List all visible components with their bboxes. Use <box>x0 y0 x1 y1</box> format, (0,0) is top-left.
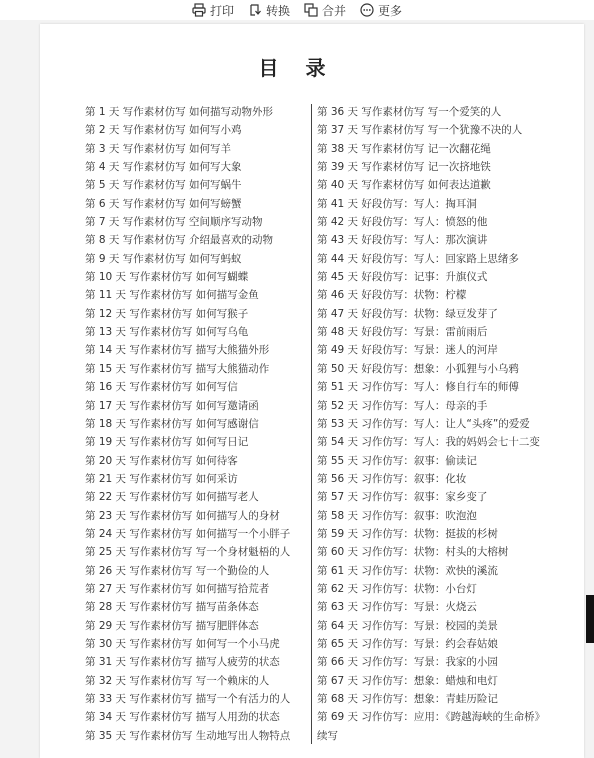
toc-entry[interactable]: 第 45 天 好段仿写：记事：升旗仪式 <box>317 271 488 284</box>
toc-entry[interactable]: 第 20 天 写作素材仿写 如何待客 <box>85 454 238 467</box>
toc-entry[interactable]: 第 49 天 好段仿写：写景：迷人的河岸 <box>317 344 498 357</box>
toc-entry[interactable]: 第 66 天 习作仿写：写景：我家的小园 <box>317 656 498 669</box>
column-divider <box>311 104 312 744</box>
toc-entry[interactable]: 第 31 天 写作素材仿写 描写人疲劳的状态 <box>85 656 280 669</box>
toc-entry[interactable]: 第 42 天 好段仿写：写人：愤怒的他 <box>317 216 488 229</box>
toc-entry[interactable]: 第 15 天 写作素材仿写 描写大熊猫动作 <box>85 362 270 375</box>
toc-entry[interactable]: 第 53 天 习作仿写：写人：让人“头疼”的爱爱 <box>317 417 530 430</box>
toc-entry[interactable]: 第 48 天 好段仿写：写景：雷前雨后 <box>317 326 488 339</box>
toc-entry[interactable]: 第 39 天 写作素材仿写 记一次挤地铁 <box>317 161 491 174</box>
toc-entry[interactable]: 第 5 天 写作素材仿写 如何写蜗牛 <box>85 179 242 192</box>
toc-entry[interactable]: 第 21 天 写作素材仿写 如何采访 <box>85 472 238 485</box>
toc-entry[interactable]: 第 59 天 习作仿写：状物：挺拔的杉树 <box>317 527 498 540</box>
toc-entry[interactable]: 第 2 天 写作素材仿写 如何写小鸡 <box>85 124 242 137</box>
toc-entry[interactable]: 第 11 天 写作素材仿写 如何描写金鱼 <box>85 289 259 302</box>
toc-entry[interactable]: 续写 <box>317 729 338 742</box>
toc-entry[interactable]: 第 44 天 好段仿写：写人：回家路上思绪多 <box>317 252 519 265</box>
toc-entry[interactable]: 第 13 天 写作素材仿写 如何写乌龟 <box>85 326 249 339</box>
toc-entry[interactable]: 第 64 天 习作仿写：写景：校园的美景 <box>317 619 498 632</box>
toc-entry[interactable]: 第 28 天 写作素材仿写 描写苗条体态 <box>85 601 259 614</box>
toc-entry[interactable]: 第 55 天 习作仿写：叙事：偷读记 <box>317 454 477 467</box>
toc-entry[interactable]: 第 36 天 写作素材仿写 写一个爱笑的人 <box>317 106 502 118</box>
toc-entry[interactable]: 第 67 天 习作仿写：想象：蜡烛和电灯 <box>317 674 498 687</box>
toc-entry[interactable]: 第 34 天 写作素材仿写 描写人用劲的状态 <box>85 711 280 724</box>
toc-entry[interactable]: 第 29 天 写作素材仿写 描写肥胖体态 <box>85 619 259 632</box>
toc-left-column <box>85 103 307 745</box>
toc-entry[interactable]: 第 1 天 写作素材仿写 如何描写动物外形 <box>85 106 274 118</box>
toc-entry[interactable]: 第 60 天 习作仿写：状物：村头的大榕树 <box>317 546 509 559</box>
toc-entry[interactable]: 第 14 天 写作素材仿写 描写大熊猫外形 <box>85 344 270 357</box>
toc-entry[interactable]: 第 69 天 习作仿写：应用：《跨越海峡的生命桥》 <box>317 711 546 724</box>
convert-button[interactable] <box>248 0 290 20</box>
toc-entry[interactable]: 第 18 天 写作素材仿写 如何写感谢信 <box>85 417 259 430</box>
toc-entry[interactable]: 第 17 天 写作素材仿写 如何写邀请函 <box>85 399 259 412</box>
toc-entry[interactable]: 第 27 天 写作素材仿写 如何描写拾荒者 <box>85 582 270 595</box>
toc-entry[interactable]: 第 6 天 写作素材仿写 如何写螃蟹 <box>85 197 242 210</box>
toc-entry[interactable]: 第 52 天 习作仿写：写人：母亲的手 <box>317 399 488 412</box>
toc-entry[interactable]: 第 54 天 习作仿写：写人：我的妈妈会七十二变 <box>317 436 540 449</box>
toc-entry[interactable]: 第 10 天 写作素材仿写 如何写蝴蝶 <box>85 271 249 284</box>
toc-entry[interactable]: 第 63 天 习作仿写：写景：火烧云 <box>317 601 477 614</box>
toc-entry[interactable]: 第 30 天 写作素材仿写 如何写一个小马虎 <box>85 637 280 650</box>
more-button[interactable] <box>360 0 402 20</box>
toc-entry[interactable]: 第 4 天 写作素材仿写 如何写大象 <box>85 161 242 174</box>
toc-entry[interactable]: 第 37 天 写作素材仿写 写一个犹豫不决的人 <box>317 124 523 137</box>
toc-entry[interactable]: 第 7 天 写作素材仿写 空间顺序写动物 <box>85 216 263 229</box>
toc-entry[interactable]: 第 3 天 写作素材仿写 如何写羊 <box>85 142 232 155</box>
toc-entry[interactable]: 第 57 天 习作仿写：叙事：家乡变了 <box>317 491 488 504</box>
toc-entry[interactable]: 第 58 天 习作仿写：叙事：吹泡泡 <box>317 509 477 522</box>
merge-label: 合并 <box>322 3 347 18</box>
convert-icon <box>248 3 262 17</box>
print-button[interactable] <box>192 0 234 20</box>
toc-entry[interactable]: 第 16 天 写作素材仿写 如何写信 <box>85 381 238 394</box>
toc-entry[interactable]: 第 23 天 写作素材仿写 如何描写人的身材 <box>85 509 280 522</box>
toc-entry[interactable]: 第 19 天 写作素材仿写 如何写日记 <box>85 436 249 449</box>
toc-entry[interactable]: 第 46 天 好段仿写：状物：柠檬 <box>317 289 467 302</box>
toc-entry[interactable]: 第 56 天 习作仿写：叙事：化妆 <box>317 472 467 485</box>
print-label: 打印 <box>209 3 234 18</box>
toc-entry[interactable]: 第 61 天 习作仿写：状物：欢快的溪流 <box>317 564 498 577</box>
toc-entry[interactable]: 第 51 天 习作仿写：写人：修自行车的师傅 <box>317 381 519 394</box>
toc-entry[interactable]: 第 12 天 写作素材仿写 如何写猴子 <box>85 307 249 320</box>
merge-icon <box>304 3 318 17</box>
toc-entry[interactable]: 第 62 天 习作仿写：状物：小台灯 <box>317 582 477 595</box>
toc-entry[interactable]: 第 65 天 习作仿写：写景：约会春姑娘 <box>317 637 498 650</box>
toc-entry[interactable]: 第 33 天 写作素材仿写 描写一个有活力的人 <box>85 693 291 705</box>
toc-right-column <box>317 103 557 745</box>
toc-entry[interactable]: 第 50 天 好段仿写：想象：小狐狸与小乌鸦 <box>317 362 519 375</box>
merge-button[interactable] <box>304 0 346 20</box>
toc-entry[interactable]: 第 32 天 写作素材仿写 写一个赖床的人 <box>85 674 270 687</box>
scrollbar-thumb[interactable] <box>586 595 594 643</box>
toc-entry[interactable]: 第 24 天 写作素材仿写 如何描写一个小胖子 <box>85 527 291 540</box>
toc-entry[interactable]: 第 22 天 写作素材仿写 如何描写老人 <box>85 491 259 504</box>
toc-entry[interactable]: 第 47 天 好段仿写：状物：绿豆发芽了 <box>317 307 498 320</box>
toc-entry[interactable]: 第 43 天 好段仿写：写人：那次演讲 <box>317 234 488 247</box>
toc-entry[interactable]: 第 41 天 好段仿写：写人：掏耳洞 <box>317 197 477 210</box>
toc-entry[interactable]: 第 26 天 写作素材仿写 写一个勤俭的人 <box>85 564 270 577</box>
toc-entry[interactable]: 第 9 天 写作素材仿写 如何写蚂蚁 <box>85 252 242 265</box>
toc-entry[interactable]: 第 35 天 写作素材仿写 生动地写出人物特点 <box>85 729 291 742</box>
more-icon <box>360 3 374 17</box>
toolbar <box>0 0 594 20</box>
more-label: 更多 <box>378 3 403 18</box>
document-title: 目 录 <box>258 56 336 80</box>
toc-entry[interactable]: 第 38 天 写作素材仿写 记一次翻花绳 <box>317 142 491 155</box>
toc-entry[interactable]: 第 8 天 写作素材仿写 介绍最喜欢的动物 <box>85 234 274 247</box>
toc-entry[interactable]: 第 68 天 习作仿写：想象：青蛙历险记 <box>317 693 498 705</box>
printer-icon <box>192 3 206 17</box>
toc-entry[interactable]: 第 40 天 写作素材仿写 如何表达道歉 <box>317 179 491 192</box>
convert-label: 转换 <box>265 3 290 18</box>
toc-entry[interactable]: 第 25 天 写作素材仿写 写一个身材魁梧的人 <box>85 546 291 559</box>
